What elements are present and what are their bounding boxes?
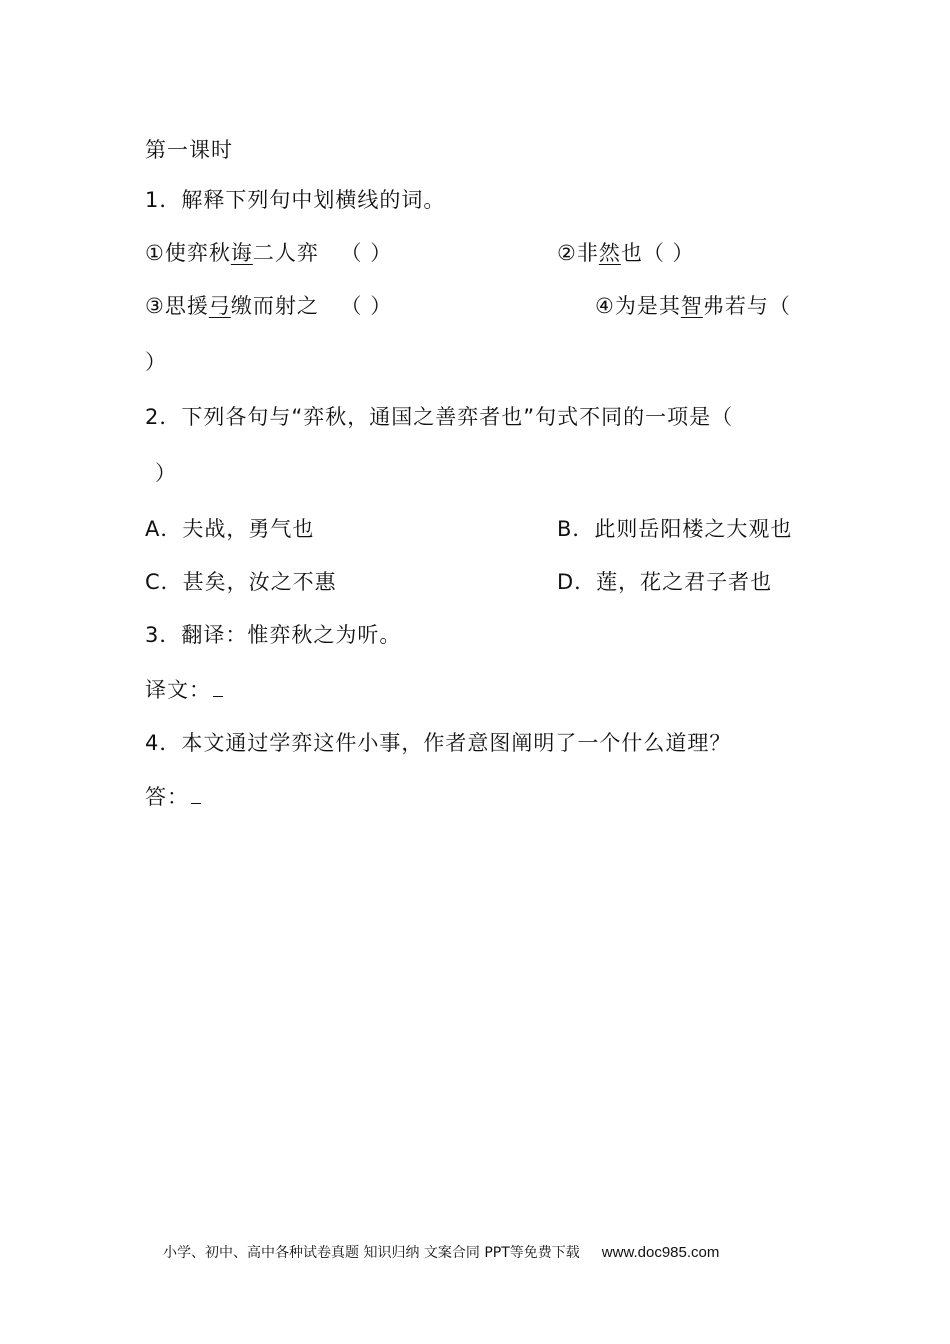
question-1-item-1 — [145, 239, 392, 267]
item-4-underlined-word: 智 — [680, 294, 703, 318]
question-1-stem-text: 1．解释下列句中划横线的词。 — [145, 188, 446, 212]
question-4-stem — [145, 729, 731, 757]
option-d-text: D．莲，花之君子者也 — [557, 570, 773, 594]
question-1-item-4 — [595, 292, 791, 320]
item-3-answer-parens: （ ） — [340, 294, 393, 318]
item-2-prefix: ②非 — [557, 241, 599, 265]
section-title-text: 第一课时 — [145, 138, 233, 162]
question-4-answer-line — [145, 783, 201, 811]
footer-site-link[interactable]: www.doc985.com — [601, 1244, 720, 1261]
item-4-close-paren: ） — [145, 350, 167, 374]
item-3-underlined-word: 弓 — [208, 294, 231, 318]
item-2-suffix: 也 — [620, 241, 643, 265]
question-3-stem — [145, 621, 401, 649]
question-2-option-b — [557, 515, 792, 543]
item-1-prefix: ①使弈秋 — [145, 241, 231, 265]
item-4-prefix: ④为是其 — [595, 294, 681, 318]
section-title — [145, 136, 233, 164]
question-1-stem — [145, 186, 445, 214]
question-2-option-c — [145, 568, 337, 596]
option-a-text: A．夫战，勇气也 — [145, 517, 315, 541]
item-1-underlined-word: 诲 — [230, 241, 253, 265]
question-4-stem-text: 4．本文通过学弈这件小事，作者意图阐明了一个什么道理？ — [145, 731, 732, 755]
page-footer — [163, 1243, 719, 1263]
item-3-prefix: ③思援 — [145, 294, 209, 318]
translation-label: 译文： — [145, 678, 211, 702]
question-1-item-4-close — [145, 348, 167, 376]
question-2-stem — [145, 403, 733, 431]
option-b-text: B．此则岳阳楼之大观也 — [557, 517, 793, 541]
question-3-stem-text: 3．翻译：惟弈秋之为听。 — [145, 623, 402, 647]
question-2-stem-text: 2．下列各句与“弈秋，通国之善弈者也”句式不同的一项是（ — [145, 405, 734, 429]
question-2-option-a — [145, 515, 314, 543]
item-1-answer-parens: （ ） — [340, 241, 393, 265]
item-2-answer-parens: （ ） — [642, 241, 695, 265]
question-3-answer-line — [145, 676, 223, 704]
option-c-text: C．甚矣，汝之不惠 — [145, 570, 337, 594]
question-1-item-2 — [557, 239, 695, 267]
answer-blank[interactable] — [191, 785, 201, 804]
question-2-option-d — [557, 568, 772, 596]
question-1-item-3 — [145, 292, 392, 320]
item-2-underlined-word: 然 — [598, 241, 621, 265]
item-1-suffix: 二人弈 — [252, 241, 319, 265]
question-2-close-paren: ） — [155, 461, 177, 485]
translation-answer-blank[interactable] — [213, 678, 223, 697]
footer-text: 小学、初中、高中各种试卷真题 知识归纳 文案合同 PPT等免费下载 — [163, 1245, 580, 1261]
answer-label: 答： — [145, 785, 189, 809]
item-4-suffix: 弗若与（ — [702, 294, 791, 318]
item-3-suffix: 缴而射之 — [230, 294, 319, 318]
question-2-close — [155, 459, 177, 487]
